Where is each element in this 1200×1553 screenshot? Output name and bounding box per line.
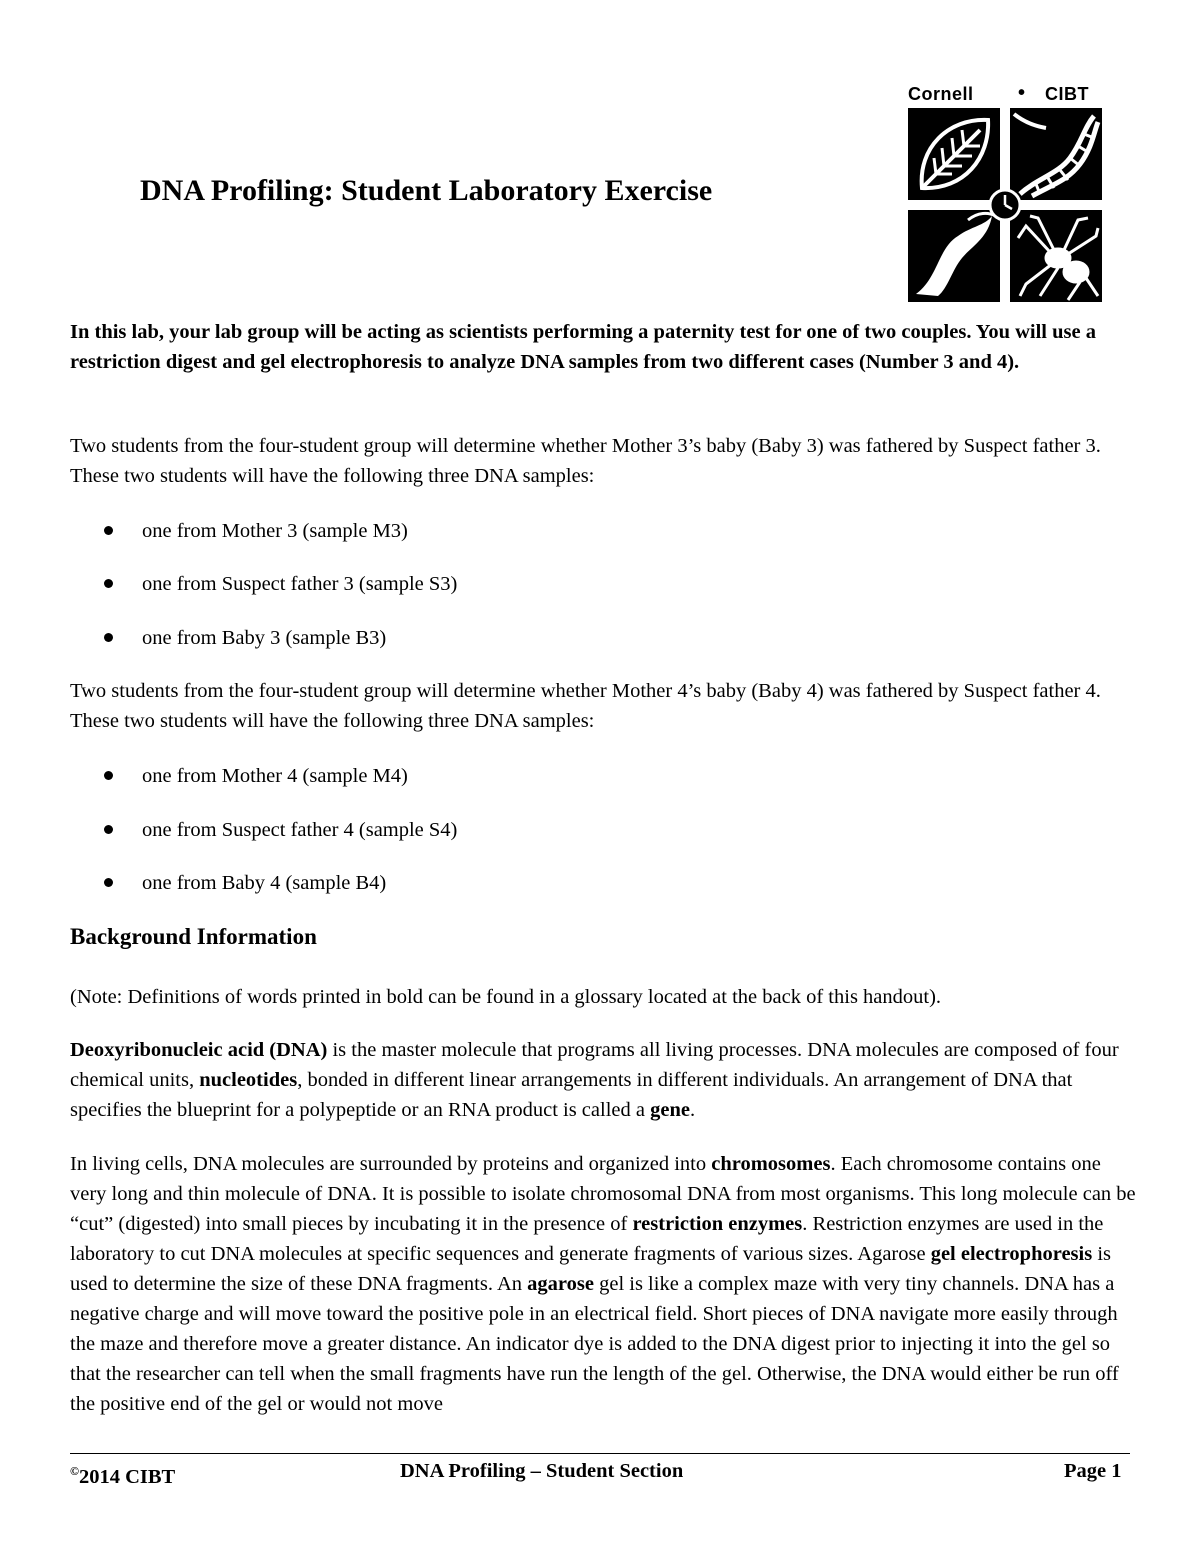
list-item: [100, 868, 700, 898]
logo-text-dot: •: [1018, 82, 1026, 104]
text-run: is used to determine the size of these DNA fragments. An: [70, 1243, 1112, 1295]
logo-emblem-icon: [908, 108, 1102, 302]
cornell-cibt-logo: [906, 84, 1102, 302]
bullet-icon: [104, 579, 113, 588]
copyright-symbol: ©: [70, 1464, 79, 1478]
text-run: . Restriction enzymes are used in the laboratory to cut DNA molecules at specific sequences and generate fragments of various sizes. Agarose: [70, 1213, 1104, 1265]
case-4-paragraph: [70, 676, 1140, 736]
logo-text: [906, 84, 1102, 106]
term-dna: Deoxyribonucleic acid (DNA): [70, 1039, 328, 1061]
sample-text: one from Baby 3 (sample B3): [142, 627, 387, 649]
sample-text: one from Suspect father 4 (sample S4): [142, 819, 458, 841]
note-text: (Note: Definitions of words printed in bold can be found in a glossary located at the back of this handout).: [70, 986, 942, 1008]
case-4-text: Two students from the four-student group will determine whether Mother 4’s baby (Baby 4) was fathered by Suspect father 4. These two students will have the following three DNA samples:: [70, 680, 1101, 732]
bullet-icon: [104, 526, 113, 535]
bullet-icon: [104, 825, 113, 834]
list-item: [100, 761, 700, 791]
logo-text-cibt: CIBT: [1045, 84, 1089, 104]
page-title: DNA Profiling: Student Laboratory Exercise: [140, 174, 713, 207]
intro-paragraph: [70, 317, 1140, 377]
chromosome-text: [70, 1149, 1140, 1419]
note-paragraph: [70, 982, 1140, 1012]
footer-copyright: [70, 1456, 175, 1492]
term-restriction-enzymes: restriction enzymes: [632, 1213, 803, 1235]
list-item: [100, 516, 700, 546]
bullet-icon: [104, 633, 113, 642]
list-item: [100, 623, 700, 653]
text-run: In living cells, DNA molecules are surrounded by proteins and organized into: [70, 1153, 712, 1175]
chromosome-paragraph: [70, 1149, 1140, 1419]
text-run: is the master molecule that programs all living processes. DNA molecules are composed of four chemical units,: [70, 1039, 1119, 1091]
section-heading: Background Information: [70, 924, 317, 949]
text-run: , bonded in different linear arrangements in different individuals. An arrangement of DNA that specifies the blueprint for a polypeptide or an RNA product is called a: [70, 1069, 1073, 1121]
case-3-paragraph: [70, 431, 1140, 491]
text-run: gel is like a complex maze with very tiny channels. DNA has a negative charge and will move toward the positive pole in an electrical field. Short pieces of DNA navigate more easily through the maze and therefore move a greater distance. An indicator dye is added to the DNA digest prior to injecting it into the gel so that the researcher can tell when the small fragments have run the length of the gel. Otherwise, the DNA would either be run off the positive end of the gel or would not move: [70, 1273, 1119, 1415]
bullet-icon: [104, 771, 113, 780]
term-nucleotides: nucleotides: [199, 1069, 298, 1091]
term-gene: gene: [650, 1099, 690, 1121]
page-number: Page 1: [1064, 1460, 1122, 1482]
sample-text: one from Baby 4 (sample B4): [142, 872, 387, 894]
dna-paragraph: [70, 1035, 1140, 1125]
intro-text: In this lab, your lab group will be acting as scientists performing a paternity test for one of two couples. You will use a restriction digest and gel electrophoresis to analyze DNA samples from two different cases (Number 3 and 4).: [70, 321, 1096, 373]
footer-title: DNA Profiling – Student Section: [400, 1460, 684, 1482]
text-run: . Each chromosome contains one very long and thin molecule of DNA. It is possible to isolate chromosomal DNA from most organisms. This long molecule can be “cut” (digested) into small pieces by incubating it in the presence of: [70, 1153, 1136, 1235]
text-run: .: [689, 1099, 696, 1121]
sample-text: one from Suspect father 3 (sample S3): [142, 573, 458, 595]
footer-left-text: 2014 CIBT: [78, 1466, 176, 1488]
bullet-icon: [104, 878, 113, 887]
term-chromosomes: chromosomes: [711, 1153, 831, 1175]
sample-text: one from Mother 4 (sample M4): [142, 765, 408, 787]
sample-text: one from Mother 3 (sample M3): [142, 520, 408, 542]
list-item: [100, 569, 700, 599]
term-gel-electrophoresis: gel electrophoresis: [930, 1243, 1093, 1265]
term-agarose: agarose: [527, 1273, 594, 1295]
footer-divider: [70, 1453, 1130, 1454]
dna-text: [70, 1035, 1140, 1125]
logo-text-cornell: Cornell: [908, 84, 974, 104]
case-3-text: Two students from the four-student group will determine whether Mother 3’s baby (Baby 3) was fathered by Suspect father 3. These two students will have the following three DNA samples:: [70, 435, 1101, 487]
list-item: [100, 815, 700, 845]
